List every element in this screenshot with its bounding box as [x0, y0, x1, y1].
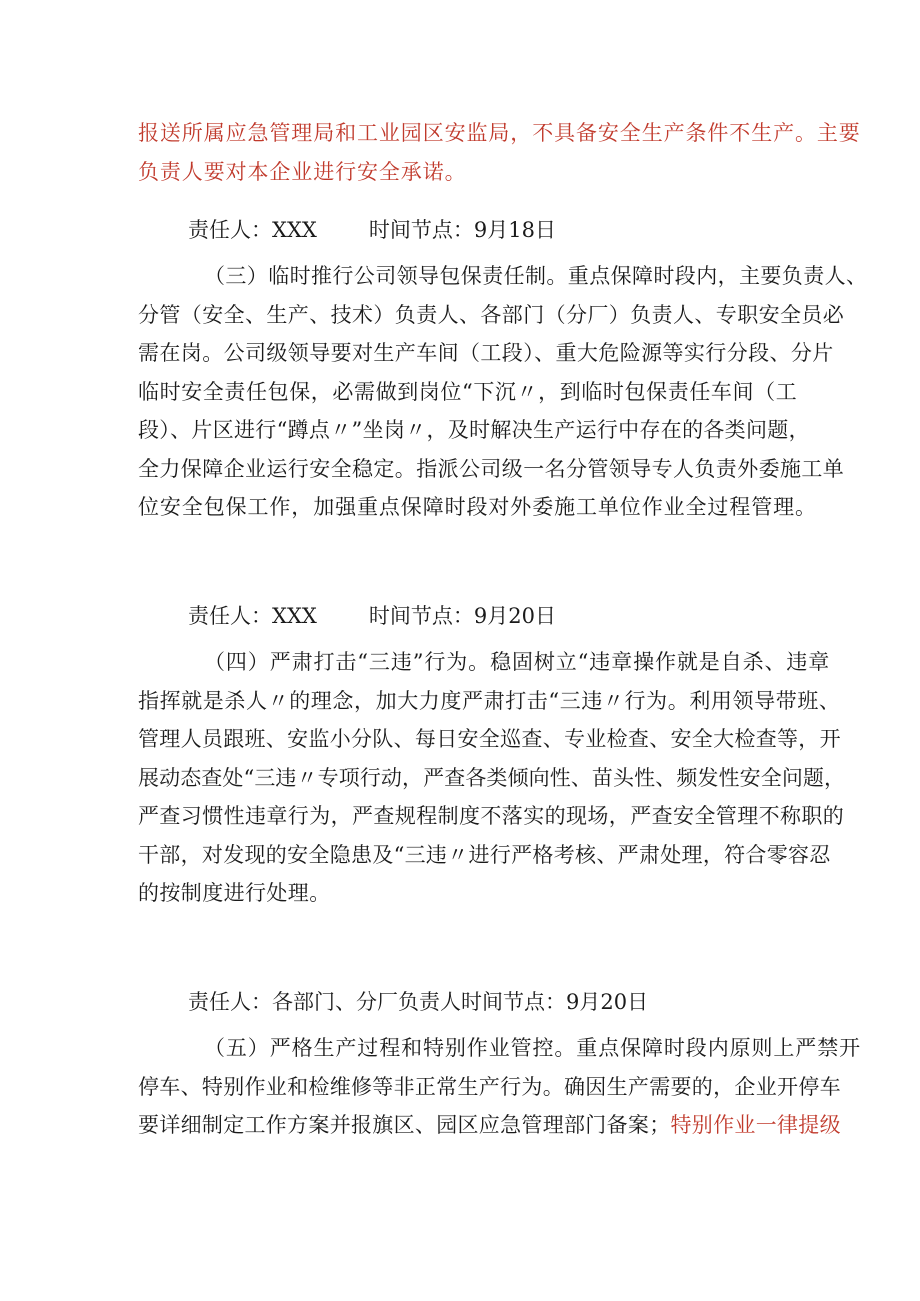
section-4 — [138, 643, 898, 913]
text-line: 指挥就是杀人〃的理念，加大力度严肃打击“三违〃行为。利用领导带班、 — [138, 688, 841, 713]
responsible-person: 责任人：XXX — [188, 604, 317, 628]
time-node: 时间节点：9月18日 — [368, 218, 556, 242]
text-line: （四）严肃打击“三违”行为。稳固树立“违章操作就是自杀、违章 — [204, 650, 831, 674]
responsibility-text: 责任人：各部门、分厂负责人时间节点：9月20日 — [188, 990, 649, 1014]
responsibility-line-2 — [188, 600, 556, 630]
responsibility-line-1 — [188, 214, 556, 244]
section-5 — [138, 1029, 898, 1145]
text-segment: 要详细制定工作方案并报旗区、园区应急管理部门备案； — [138, 1113, 671, 1137]
text-line: 报送所属应急管理局和工业园区安监局，不具备安全生产条件不生产。主要 — [138, 121, 861, 145]
text-line: 临时安全责任包保，必需做到岗位“下沉〃，到临时包保责任车间（工 — [138, 379, 798, 404]
highlighted-text: 特别作业一律提级 — [670, 1113, 841, 1137]
paragraph-top — [138, 114, 898, 191]
text-line: 管理人员跟班、安监小分队、每日安全巡查、专业检查、安全大检查等，开 — [138, 727, 841, 751]
text-line: 全力保障企业运行安全稳定。指派公司级一名分管领导专人负责外委施工单 — [138, 456, 845, 481]
text-line — [138, 1106, 898, 1145]
text-line: 需在岗。公司级领导要对生产车间（工段）、重大危险源等实行分段、分片 — [138, 341, 834, 365]
section-3 — [138, 257, 898, 527]
text-line: 干部，对发现的安全隐患及“三违〃进行严格考核、严肃处理，符合零容忍 — [138, 842, 831, 867]
responsible-person: 责任人：XXX — [188, 218, 317, 242]
text-line: 的按制度进行处理。 — [138, 881, 331, 905]
text-line: 严查习惯性违章行为，严查规程制度不落实的现场，严查安全管理不称职的 — [138, 804, 845, 828]
text-line: 段）、片区进行“蹲点〃”坐岗〃，及时解决生产运行中存在的各类问题， — [138, 418, 810, 442]
text-line: 位安全包保工作，加强重点保障时段对外委施工单位作业全过程管理。 — [138, 495, 817, 519]
time-node: 时间节点：9月20日 — [368, 604, 556, 628]
text-line: 负责人要对本企业进行安全承诺。 — [138, 159, 467, 184]
text-line: （三）临时推行公司领导包保责任制。重点保障时段内，主要负责人、 — [204, 264, 868, 288]
text-line: （五）严格生产过程和特别作业管控。重点保障时段内原则上严禁开 — [204, 1036, 861, 1060]
text-line: 展动态查处“三违〃专项行动，严查各类倾向性、苗头性、频发性安全问题， — [138, 765, 846, 790]
responsibility-line-3 — [188, 986, 648, 1016]
text-line: 分管（安全、生产、技术）负责人、各部门（分厂）负责人、专职安全员必 — [138, 302, 845, 327]
text-line: 停车、特别作业和检维修等非正常生产行为。确因生产需要的，企业开停车 — [138, 1074, 841, 1099]
